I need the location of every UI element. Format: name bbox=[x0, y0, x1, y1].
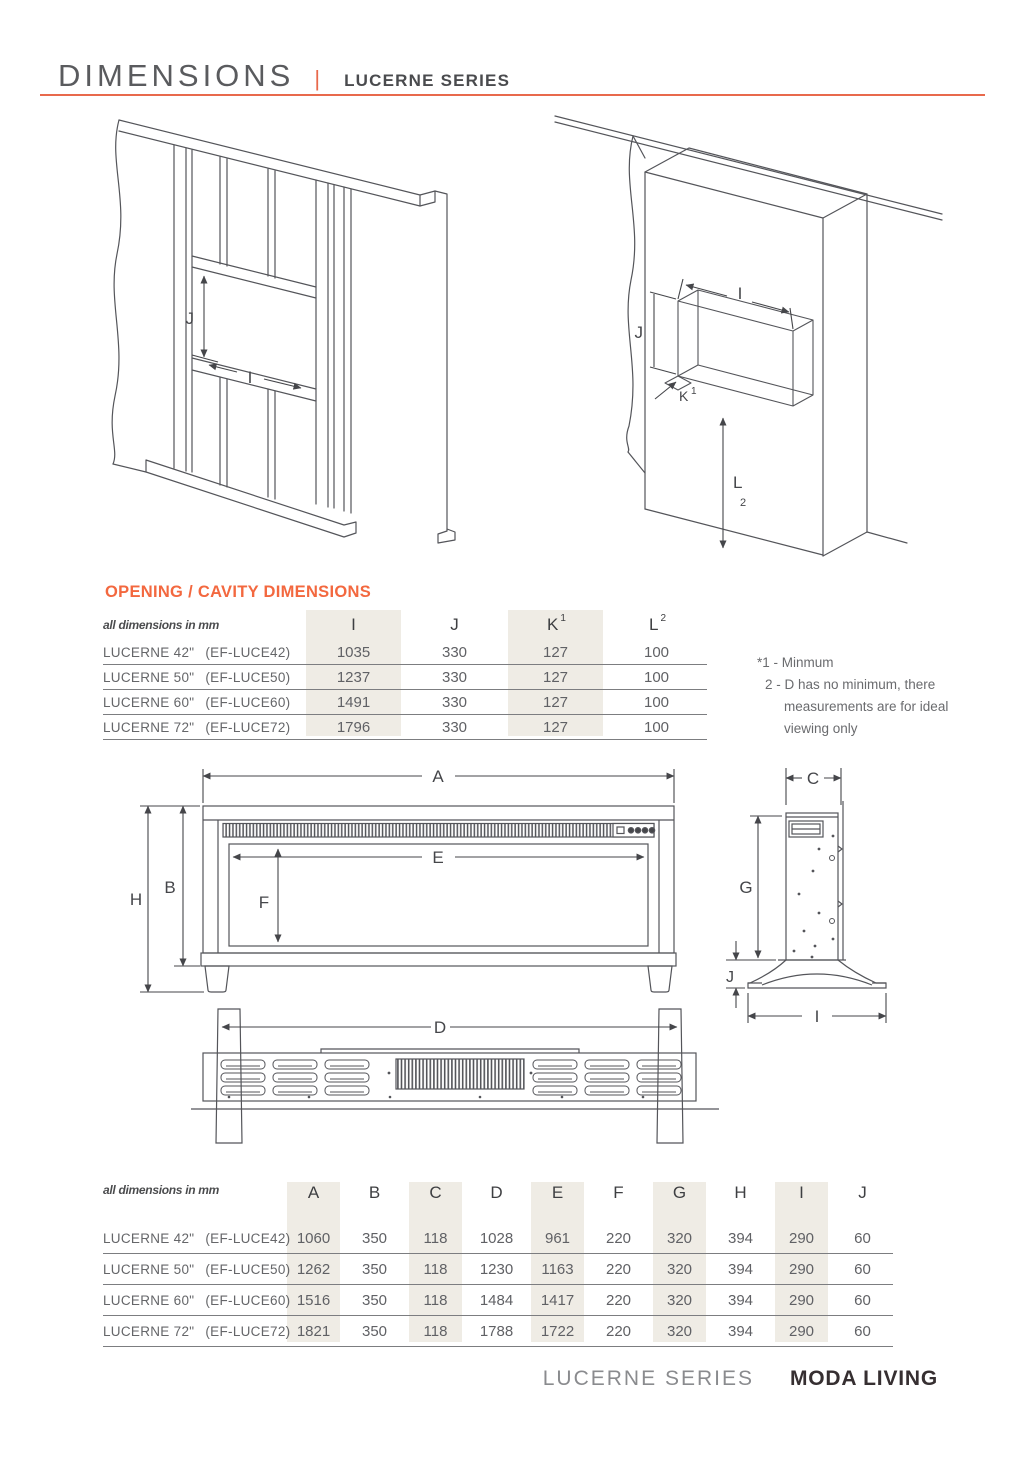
column-header-i: I bbox=[799, 1183, 804, 1202]
table-row: LUCERNE 72" (EF-LUCE72) 1821 350 118 1788 1722 220 320 394 290 60 bbox=[103, 1316, 893, 1347]
header-series-name: LUCERNE SERIES bbox=[344, 71, 511, 90]
table-row: LUCERNE 60" (EF-LUCE60) 1491 330 127 100 bbox=[103, 690, 707, 715]
opening-cavity-table bbox=[103, 610, 707, 736]
column-header-k: K $^1$ bbox=[547, 613, 566, 634]
table-row: LUCERNE 50" (EF-LUCE50) 1237 330 127 100 bbox=[103, 665, 707, 690]
dim-label-cavity-k-sup: 1 bbox=[691, 386, 697, 397]
header-divider: | bbox=[314, 66, 321, 91]
table-row: LUCERNE 50" (EF-LUCE50) 1262 350 118 1230 1163 220 320 394 290 60 bbox=[103, 1254, 893, 1285]
units-note: all dimensions in mm bbox=[103, 1183, 220, 1197]
column-header-l: L $^2$ bbox=[648, 613, 667, 634]
column-header-g: G bbox=[672, 1183, 687, 1202]
column-header-a: A bbox=[307, 1183, 320, 1202]
table-row: LUCERNE 72" (EF-LUCE72) 1796 330 127 100 bbox=[103, 715, 707, 740]
side-view-diagram bbox=[716, 761, 1018, 1033]
dim-label-side-c: C bbox=[806, 769, 820, 788]
footnote-2: 2 - D has no minimum, there bbox=[765, 677, 936, 692]
column-header-f: F bbox=[613, 1183, 624, 1202]
dim-label-front-a: A bbox=[432, 767, 444, 786]
dim-label-cavity-l: L bbox=[733, 473, 743, 492]
footnote-2-cont: measurements are for ideal bbox=[784, 699, 949, 714]
column-header-c: C bbox=[429, 1183, 442, 1202]
dim-label-framing-i: I bbox=[247, 368, 253, 387]
wall-cavity-diagram bbox=[493, 96, 945, 586]
page-header bbox=[58, 58, 510, 94]
dim-label-framing-j: J bbox=[185, 309, 194, 328]
dim-label-side-g: G bbox=[739, 878, 753, 897]
footnotes bbox=[757, 652, 948, 740]
dim-label-bottom-d: D bbox=[433, 1018, 447, 1037]
units-note: all dimensions in mm bbox=[103, 618, 220, 632]
table-header-row bbox=[103, 1182, 893, 1223]
column-header-b: B bbox=[368, 1183, 381, 1202]
footer-brand-logo: MODA LIVING bbox=[789, 1367, 938, 1390]
table-header-row bbox=[103, 610, 707, 640]
table-row: LUCERNE 60" (EF-LUCE60) 1516 350 118 1484 1417 220 320 394 290 60 bbox=[103, 1285, 893, 1316]
wall-framing-diagram bbox=[88, 106, 460, 568]
column-header-d: D bbox=[490, 1183, 503, 1202]
column-header-e: E bbox=[551, 1183, 564, 1202]
footnote-1: *1 - Minmum bbox=[757, 655, 834, 670]
dim-label-cavity-l-sub: 2 bbox=[740, 497, 747, 509]
product-dimensions-table bbox=[103, 1182, 893, 1342]
column-header-i: I bbox=[351, 615, 356, 634]
table-row: LUCERNE 42" (EF-LUCE42) 1035 330 127 100 bbox=[103, 640, 707, 665]
page-footer bbox=[543, 1367, 938, 1391]
bottom-view-diagram bbox=[191, 1001, 719, 1159]
dim-label-front-b: B bbox=[164, 878, 176, 897]
dim-label-front-f: F bbox=[258, 893, 270, 912]
dim-label-cavity-j: J bbox=[634, 323, 643, 342]
dim-label-side-i: I bbox=[814, 1007, 820, 1026]
column-header-j: J bbox=[858, 1183, 867, 1202]
dim-label-cavity-i: I bbox=[737, 284, 743, 303]
dim-label-front-h: H bbox=[129, 890, 143, 909]
footer-series-name: LUCERNE SERIES bbox=[542, 1367, 754, 1390]
dim-label-front-e: E bbox=[432, 848, 444, 867]
section-heading-opening-cavity: OPENING / CAVITY DIMENSIONS bbox=[105, 583, 372, 601]
column-header-h: H bbox=[734, 1183, 747, 1202]
column-header-j: J bbox=[450, 615, 459, 634]
dim-label-cavity-k: K bbox=[679, 388, 689, 404]
dim-label-side-j: J bbox=[726, 969, 734, 986]
table-row: LUCERNE 42" (EF-LUCE42) 1060 350 118 1028 961 220 320 394 290 60 bbox=[103, 1223, 893, 1254]
front-view-diagram bbox=[126, 761, 694, 999]
footnote-2-cont2: viewing only bbox=[784, 721, 858, 736]
page-title: DIMENSIONS bbox=[58, 58, 295, 93]
